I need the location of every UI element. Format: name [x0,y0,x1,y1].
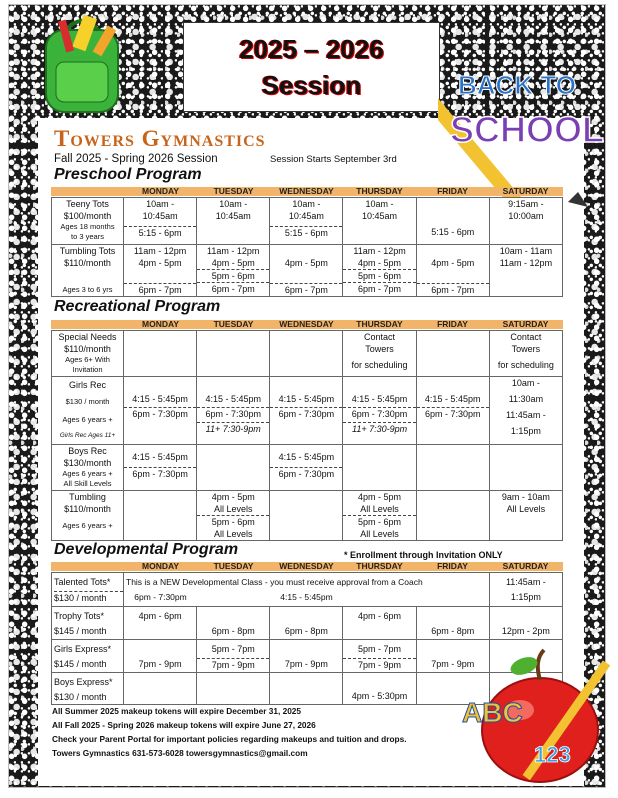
text: for scheduling [497,360,554,370]
cell [343,331,416,377]
day-monday: MONDAY [142,186,179,196]
time: 10:45am [362,211,398,221]
cell [343,491,416,541]
rec-table [51,330,563,541]
text: Towers [365,344,394,354]
day-monday: MONDAY [142,561,179,571]
cell [197,198,270,245]
cell [124,640,197,673]
day-thursday: THURSDAY [356,186,403,196]
footer-contact: Towers Gymnastics 631-573-6028 towersgymnastics@gmail.com [52,748,308,758]
spacer [197,588,270,603]
backpack-illustration [26,12,136,122]
time: 6pm - 7:30pm [124,467,196,480]
cell [416,331,489,377]
cell [270,245,343,297]
time: 10am - [511,378,540,388]
section-recreational: Recreational Program [54,298,221,315]
time: 4pm - 5pm [358,258,402,268]
talented-times [124,588,489,603]
class-age: Ages 6 years + [62,469,113,478]
apple-illustration [462,640,612,790]
cell [197,445,270,491]
cell [489,445,562,491]
cell [270,607,343,640]
apple-numbers: 123 [534,742,571,767]
cell [124,673,197,705]
cell [270,640,343,673]
cell [343,607,416,640]
class-name: Tumbling [69,492,106,502]
class-name: Teeny Tots [66,199,109,209]
class-girls-express [52,640,124,673]
apple-letters: ABC [462,697,523,728]
cell [197,331,270,377]
time: 4:15 - 5:45pm [132,394,188,404]
time: 11:45am - [505,577,546,587]
cell [124,245,197,297]
day-wednesday: WEDNESDAY [279,319,334,329]
time: 10:45am [288,211,324,221]
class-name: Girls Express* [54,644,112,654]
footer-line-1: All Summer 2025 makeup tokens will expire December 31, 2025 [52,706,302,716]
day-friday: FRIDAY [437,186,468,196]
time: 6pm - 7:30pm [270,407,342,420]
time: 5:15 - 6pm [124,226,196,239]
class-boys-rec [52,445,124,491]
time: 10am - 11am [499,246,553,256]
table-row [52,573,563,607]
title-line-1: 2025 – 2026 [239,34,384,64]
class-price: $130/month [63,458,112,468]
class-age: Ages 6 years + [62,521,113,530]
class-name: Tumbling Tots [59,246,116,256]
text: All Levels [506,504,546,514]
day-saturday: SATURDAY [502,319,549,329]
class-age: Ages 18 months [60,222,115,231]
cell [489,245,562,297]
table-row [52,198,563,245]
time: 11am - 12pm [499,258,553,268]
time: 11am - 12pm [353,246,406,256]
time: 6pm - 7:30pm [197,407,269,420]
time: 6pm - 8pm [211,626,255,636]
cell [197,673,270,705]
time: 11:45am - [505,410,546,420]
time: 6pm - 7:30pm [270,467,342,480]
time: 7pm - 9pm [138,659,182,669]
time: 10am - [146,199,175,209]
class-price: $110/month [64,258,111,268]
day-friday: FRIDAY [437,319,468,329]
class-name: Talented Tots* [54,577,111,587]
text: Towers [511,344,541,354]
day-header-preschool [51,187,563,196]
table-row [52,331,563,377]
session-line: Fall 2025 - Spring 2026 Session [54,153,218,165]
table-row [52,491,563,541]
time: 9am - 10am [501,492,550,502]
time: 5pm - 7pm [211,644,255,654]
time: 4pm - 5pm [211,492,255,502]
cell [343,198,416,245]
time: 4pm - 6pm [138,611,182,621]
time: 10am - [219,199,248,209]
time: 4pm - 6pm [358,611,402,621]
time: 5pm - 7pm [358,644,402,654]
time: 1:15pm [510,426,541,436]
time: 10am - [365,199,394,209]
time: 4:15 - 5:45pm [278,394,335,404]
time: 4pm - 5pm [358,492,402,502]
time: 7pm - 9pm [431,659,475,669]
day-tuesday: TUESDAY [213,186,254,196]
cell [197,640,270,673]
time: 7pm - 9pm [197,658,269,671]
class-age: Ages 6+ With [65,355,110,364]
class-age: Invitation [72,365,103,374]
cell [124,331,197,377]
time: 4:15 - 5:45pm [205,394,261,404]
class-name: Girls Rec [68,380,106,390]
day-thursday: THURSDAY [356,319,403,329]
cell [489,198,562,245]
class-age: Girls Rec Ages 11+ [59,432,116,439]
time: 9:15am - [508,199,544,209]
cell [343,673,416,705]
class-girls-rec [52,377,124,445]
cell [343,445,416,491]
session-starts: Session Starts September 3rd [270,154,397,165]
brand-name: Towers Gymnastics [54,126,266,151]
cell [124,377,197,445]
time: 11am - 12pm [207,246,260,256]
class-name: Trophy Tots* [54,611,105,621]
time: 11am - 12pm [133,246,187,256]
cell [197,491,270,541]
class-talented-tots [52,573,124,607]
time: 10am - [292,199,321,209]
badge-text-1: BACK TO [458,70,576,100]
time: 5pm - 6pm [343,515,415,528]
time: 4:15 - 5:45pm [280,592,333,602]
time: 6pm - 7pm [417,283,489,296]
time: 11+ 7:30-9pm [343,422,415,435]
time: 4pm - 5pm [211,258,255,268]
cell [270,377,343,445]
time: 5pm - 6pm [343,269,415,282]
time: 7pm - 9pm [343,658,415,671]
time: 4:15 - 5:45pm [278,452,335,462]
class-price: $110/month [64,344,111,354]
time: 6pm - 7pm [197,282,269,295]
time: 5:15 - 6pm [270,226,342,239]
time: 10:45am [142,211,178,221]
text: All Levels [360,529,399,539]
time: 4pm - 5pm [138,258,182,268]
cell [416,491,489,541]
cell [416,607,489,640]
class-boys-express [52,673,124,705]
text: All Levels [213,504,253,514]
title-line-2: Session [261,70,362,100]
cell [489,331,562,377]
day-tuesday: TUESDAY [213,561,254,571]
time: 6pm - 7:30pm [343,407,415,420]
class-teeny-tots [52,198,124,245]
day-saturday: SATURDAY [502,186,549,196]
cell [270,491,343,541]
time: 6pm - 7pm [343,282,415,295]
table-row [52,445,563,491]
day-header-rec [51,320,563,329]
class-name: Special Needs [58,332,117,342]
badge-text-2: SCHOOL [450,109,605,150]
time: 6pm - 7:30pm [417,407,489,420]
time: 11:30am [508,394,544,404]
time: 10:45am [215,211,251,221]
time: 4pm - 5pm [431,258,475,268]
table-row [52,245,563,297]
time: 6pm - 7pm [124,283,196,296]
time: 1:15pm [510,592,541,602]
text: for scheduling [351,360,408,370]
class-price: $130 / month [54,591,123,604]
day-thursday: THURSDAY [356,561,403,571]
table-row [52,377,563,445]
cell [270,198,343,245]
time: 4pm - 5:30pm [351,691,408,701]
back-to-school-badge [438,22,608,212]
day-saturday: SATURDAY [502,561,549,571]
time: 4pm - 5pm [284,258,328,268]
cell [489,377,562,445]
section-preschool: Preschool Program [54,166,202,183]
time: 4:15 - 5:45pm [351,394,408,404]
class-special-needs [52,331,124,377]
cell [416,445,489,491]
session-title-box [183,22,440,112]
enrollment-note: * Enrollment through Invitation ONLY [344,550,503,560]
time: 6pm - 8pm [431,626,475,636]
cell [489,607,562,640]
cell [489,491,562,541]
cell [124,607,197,640]
class-age: Ages 6 years + [62,415,113,424]
time: 5pm - 6pm [197,269,269,282]
class-name: Boys Rec [68,446,107,456]
class-price: $145 / month [54,659,107,669]
cell [416,245,489,297]
class-tumbling-tots [52,245,124,297]
table-row [52,607,563,640]
cell [124,198,197,245]
cell [270,445,343,491]
day-wednesday: WEDNESDAY [279,186,334,196]
time: 11+ 7:30-9pm [197,422,269,435]
time: 12pm - 2pm [501,626,550,636]
cell [197,607,270,640]
cell [270,673,343,705]
class-price: $100/month [63,211,112,221]
footer-line-3: Check your Parent Portal for important policies regarding makeups and tuition and drops. [52,734,407,744]
class-tumbling [52,491,124,541]
preschool-table [51,197,563,297]
text: Contact [364,332,396,342]
time: 4:15 - 5:45pm [424,394,481,404]
day-wednesday: WEDNESDAY [279,561,334,571]
class-price: $130 / month [54,692,107,702]
time: 6pm - 7:30pm [134,592,187,602]
section-developmental: Developmental Program [54,541,239,558]
day-tuesday: TUESDAY [213,319,254,329]
time: 6pm - 7pm [270,283,342,296]
footer-line-2: All Fall 2025 - Spring 2026 makeup tokens will expire June 27, 2026 [52,720,316,730]
cell [124,573,490,607]
cell [489,573,562,607]
cell [416,198,489,245]
time: 4:15 - 5:45pm [132,452,188,462]
cell [124,491,197,541]
time: 10:00am [508,211,544,221]
cell [197,377,270,445]
class-price: $110/month [64,504,111,514]
class-age: to 3 years [71,232,104,241]
time: 6pm - 8pm [284,626,328,636]
class-age: All Skill Levels [63,479,112,488]
cell [343,640,416,673]
cell [343,377,416,445]
cell [343,245,416,297]
time: 6pm - 7:30pm [124,407,196,420]
day-friday: FRIDAY [437,561,468,571]
class-name: Boys Express* [54,677,113,687]
class-price: $145 / month [54,626,107,636]
cell [124,445,197,491]
cell [270,331,343,377]
day-header-dev [51,562,563,571]
text: Contact [510,332,542,342]
class-price: $130 / month [65,397,110,406]
class-age: Ages 3 to 6 yrs [62,285,113,294]
text: All Levels [213,529,253,539]
class-trophy-tots [52,607,124,640]
day-monday: MONDAY [142,319,179,329]
cell [416,377,489,445]
time: 7pm - 9pm [284,659,328,669]
text: All Levels [360,504,399,514]
cell [197,245,270,297]
time: 5pm - 6pm [197,515,269,528]
class-note: This is a NEW Developmental Class - you must receive approval from a Coach [126,577,423,587]
time: 5:15 - 6pm [431,227,475,237]
